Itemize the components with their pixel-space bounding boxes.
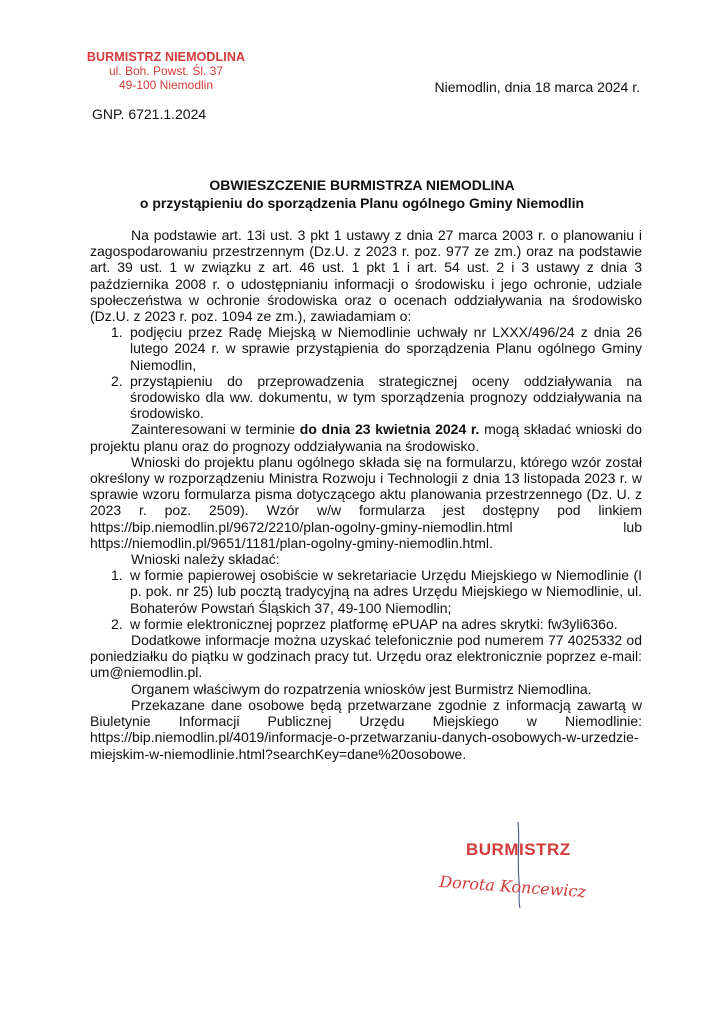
place-date: Niemodlin, dnia 18 marca 2024 r. [434, 79, 640, 95]
stamp-organization: BURMISTRZ NIEMODLINA [86, 50, 246, 64]
submit-list [90, 567, 642, 632]
form-paragraph: Wnioski do projektu planu ogólnego składa się na formularzu, którego wzór został określony w rozporządzeniu Ministra Rozwoju i Technologii z dnia 13 listopada 2023 r. w sprawie wzoru formularza pisma dotyczącego aktu planowania przestrzennego (Dz. U. z 2023 r. poz. 2509). Wzór w/w formularza jest dostępny pod linkiem https://bip.niemodlin.pl/9672/2210/plan-ogolny-gminy-niemodlin.html lub https://niemodlin.pl/9651/1181/plan-ogolny-gminy-niemodlin.html. [90, 453, 642, 551]
signature-title: BURMISTRZ [466, 840, 571, 859]
document-title: OBWIESZCZENIE BURMISTRZA NIEMODLINA [209, 177, 515, 193]
document-subtitle: o przystąpieniu do sporządzenia Planu ogólnego Gminy Niemodlin [139, 195, 585, 211]
submit-intro: Wnioski należy składać: [131, 551, 280, 568]
notice-list [90, 324, 642, 421]
list-item: 1. podjęciu przez Radę Miejską w Niemodlinie uchwały nr LXXX/496/24 z dnia 26 lutego 2024 r. w sprawie przystąpienia do sporządzenia Planu ogólnego Gminy Niemodlin, [111, 324, 642, 373]
stamp-street: ul. Boh. Powst. Śl. 37 [108, 64, 224, 78]
list-item: 2. w formie elektronicznej poprzez platformę ePUAP na adres skrytki: fw3yli636o. [111, 615, 618, 632]
authority-paragraph: Organem właściwym do rozpatrzenia wniosków jest Burmistrz Niemodlina. [131, 680, 592, 697]
signature-name: Dorota Koncewicz [438, 872, 587, 902]
deadline-date: do dnia 23 kwietnia 2024 r. [299, 421, 480, 438]
intro-paragraph: Na podstawie art. 13i ust. 3 pkt 1 ustawy z dnia 27 marca 2003 r. o planowaniu i zagospodarowaniu przestrzennym (Dz.U. z 2023 r. poz. 977 ze zm.) oraz na podstawie art. 39 ust. 1 w związku z art. 46 ust. 1 pkt 1 i art. 54 ust. 2 i 3 ustawy z dnia 3 października 2008 r. o udostępnianiu informacji o środowisku i jego ochronie, udziale społeczeństwa w ochronie środowiska oraz o ocenach oddziaływania na środowisko (Dz.U. z 2023 r. poz. 1094 ze zm.), zawiadamiam o: [90, 227, 642, 325]
list-item: 1. w formie papierowej osobiście w sekretariacie Urzędu Miejskiego w Niemodlinie (I p. pok. nr 25) lub pocztą tradycyjną na adres Urzędu Miejskiego w Niemodlinie, ul. Bohaterów Powstań Śląskich 37, 49-100 Niemodlin; [111, 567, 642, 616]
list-item: 2. przystąpieniu do przeprowadzenia strategicznej oceny oddziaływania na środowisko dla ww. dokumentu, w tym sporządzenia prognozy oddziaływania na środowisko. [111, 372, 642, 422]
document-body [90, 227, 642, 762]
data-protection-paragraph: Przekazane dane osobowe będą przetwarzane zgodnie z informacją zawartą w Biuletynie Informacji Publicznej Urzędu Miejskiego w Niemodlinie: https://bip.niemodlin.pl/4019/informacje-o-przetwarzaniu-danych-osobowych-w-urzedzie-miejskim-w-niemodlinie.html?searchKey=dane%20osobowe. [90, 696, 642, 762]
contact-paragraph: Dodatkowe informacje można uzyskać telefonicznie pod numerem 77 4025332 od poniedziałku do piątku w godzinach pracy tut. Urzędu oraz elektronicznie poprzez e-mail: um@niemodlin.pl. [90, 632, 642, 681]
reference-number: GNP. 6721.1.2024 [92, 106, 207, 122]
deadline-paragraph: Zainteresowani w terminie do dnia 23 kwietnia 2024 r. mogą składać wnioski do projektu planu oraz do prognozy oddziaływania na środowisko. [90, 421, 643, 454]
official-stamp [86, 50, 246, 92]
stamp-postal: 49-100 Niemodlin [118, 78, 214, 92]
